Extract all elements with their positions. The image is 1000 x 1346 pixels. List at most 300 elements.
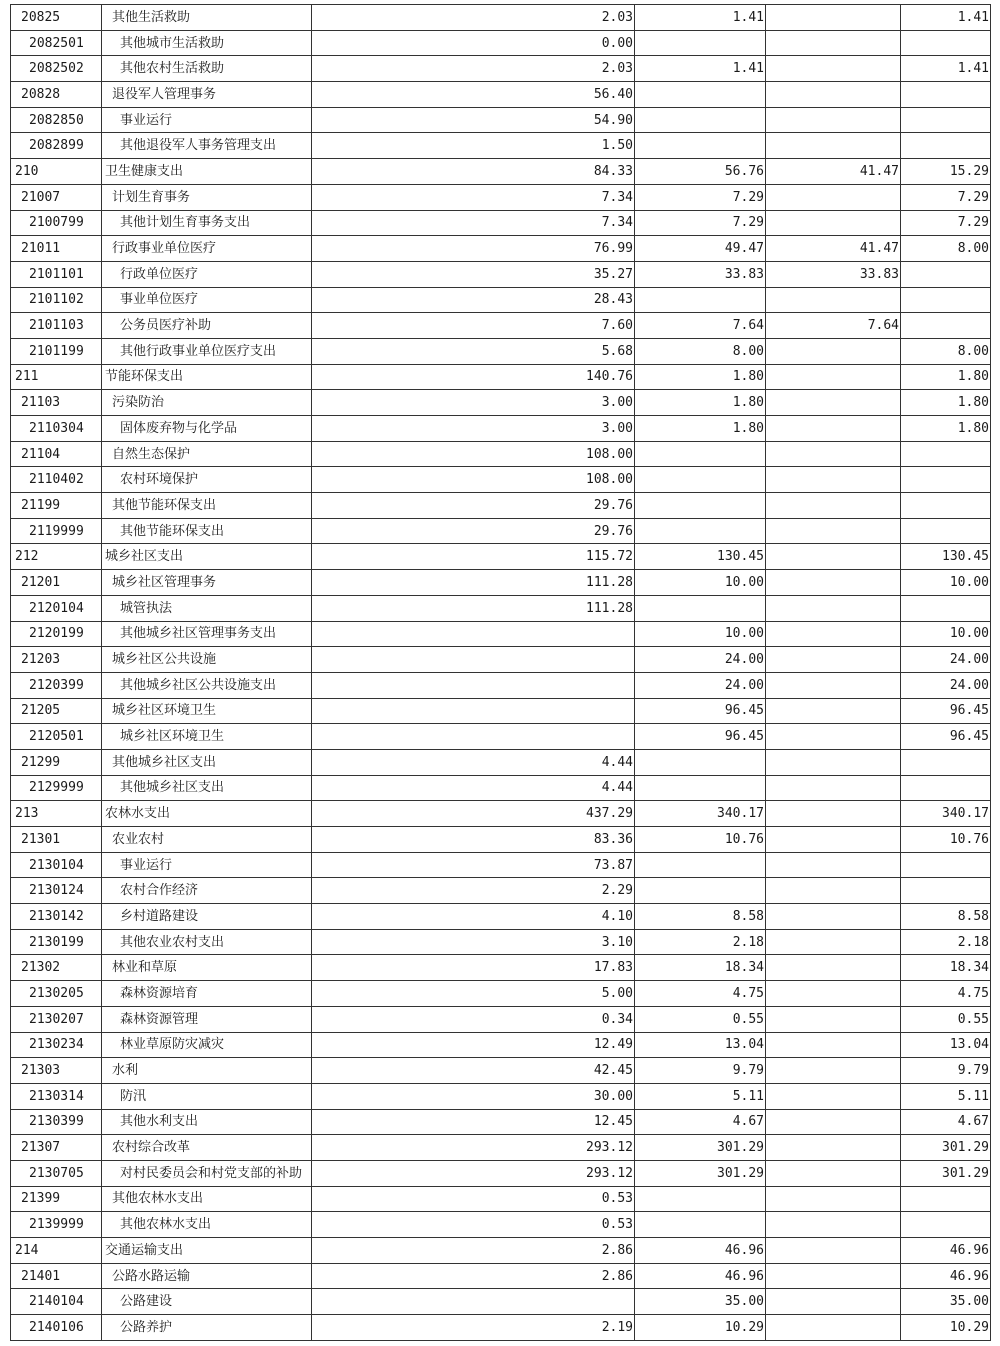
- amount-col2-cell: 0.55: [635, 1006, 766, 1032]
- amount-col3-cell: [766, 56, 901, 82]
- subject-name-cell: 自然生态保护: [102, 441, 312, 467]
- amount-col3-cell: [766, 30, 901, 56]
- amount-col3-cell: [766, 133, 901, 159]
- table-row: [11, 929, 991, 955]
- subject-name-cell: 其他节能环保支出: [102, 518, 312, 544]
- amount-col3-cell: [766, 595, 901, 621]
- amount-col4-cell: 96.45: [901, 724, 991, 750]
- amount-col2-cell: [635, 133, 766, 159]
- subject-name-cell: 其他生活救助: [102, 5, 312, 31]
- amount-col3-cell: [766, 107, 901, 133]
- amount-col2-cell: 1.41: [635, 5, 766, 31]
- amount-col4-cell: [901, 30, 991, 56]
- amount-col1-cell: 2.03: [312, 56, 635, 82]
- subject-name-cell: 农村合作经济: [102, 878, 312, 904]
- amount-col1-cell: 12.45: [312, 1109, 635, 1135]
- subject-name-cell: 其他计划生育事务支出: [102, 210, 312, 236]
- amount-col2-cell: 10.00: [635, 570, 766, 596]
- amount-col1-cell: 3.10: [312, 929, 635, 955]
- amount-col3-cell: [766, 801, 901, 827]
- table-row: [11, 724, 991, 750]
- amount-col1-cell: 0.34: [312, 1006, 635, 1032]
- subject-code-cell: 2120104: [11, 595, 102, 621]
- amount-col3-cell: [766, 981, 901, 1007]
- subject-name-cell: 污染防治: [102, 390, 312, 416]
- amount-col4-cell: 8.00: [901, 236, 991, 262]
- subject-code-cell: 214: [11, 1238, 102, 1264]
- amount-col1-cell: 5.68: [312, 338, 635, 364]
- amount-col2-cell: 56.76: [635, 159, 766, 185]
- amount-col1-cell: 3.00: [312, 416, 635, 442]
- amount-col1-cell: 42.45: [312, 1058, 635, 1084]
- amount-col1-cell: 83.36: [312, 827, 635, 853]
- amount-col3-cell: [766, 441, 901, 467]
- amount-col2-cell: 24.00: [635, 672, 766, 698]
- amount-col4-cell: 10.29: [901, 1315, 991, 1341]
- subject-code-cell: 212: [11, 544, 102, 570]
- subject-name-cell: 事业运行: [102, 107, 312, 133]
- amount-col1-cell: 73.87: [312, 852, 635, 878]
- amount-col2-cell: 7.64: [635, 313, 766, 339]
- amount-col1-cell: [312, 1289, 635, 1315]
- amount-col3-cell: [766, 698, 901, 724]
- subject-name-cell: 公路养护: [102, 1315, 312, 1341]
- table-row: [11, 236, 991, 262]
- amount-col4-cell: [901, 1212, 991, 1238]
- amount-col3-cell: [766, 749, 901, 775]
- amount-col4-cell: 5.11: [901, 1083, 991, 1109]
- amount-col3-cell: [766, 1263, 901, 1289]
- amount-col3-cell: [766, 1186, 901, 1212]
- amount-col1-cell: [312, 621, 635, 647]
- subject-name-cell: 行政事业单位医疗: [102, 236, 312, 262]
- amount-col4-cell: [901, 775, 991, 801]
- amount-col3-cell: [766, 852, 901, 878]
- amount-col4-cell: [901, 467, 991, 493]
- amount-col3-cell: 33.83: [766, 261, 901, 287]
- subject-name-cell: 其他城乡社区支出: [102, 749, 312, 775]
- amount-col4-cell: 8.00: [901, 338, 991, 364]
- amount-col2-cell: 7.29: [635, 210, 766, 236]
- table-row: [11, 184, 991, 210]
- amount-col2-cell: 49.47: [635, 236, 766, 262]
- amount-col2-cell: 7.29: [635, 184, 766, 210]
- subject-name-cell: 卫生健康支出: [102, 159, 312, 185]
- amount-col3-cell: [766, 1212, 901, 1238]
- subject-code-cell: 213: [11, 801, 102, 827]
- amount-col4-cell: 96.45: [901, 698, 991, 724]
- table-row: [11, 1315, 991, 1341]
- subject-name-cell: 其他农林水支出: [102, 1212, 312, 1238]
- amount-col1-cell: 293.12: [312, 1160, 635, 1186]
- amount-col3-cell: [766, 364, 901, 390]
- amount-col4-cell: 130.45: [901, 544, 991, 570]
- subject-name-cell: 其他水利支出: [102, 1109, 312, 1135]
- subject-code-cell: 2129999: [11, 775, 102, 801]
- amount-col2-cell: 24.00: [635, 647, 766, 673]
- amount-col2-cell: [635, 595, 766, 621]
- subject-name-cell: 防汛: [102, 1083, 312, 1109]
- subject-code-cell: 2100799: [11, 210, 102, 236]
- amount-col1-cell: 1.50: [312, 133, 635, 159]
- amount-col1-cell: 0.00: [312, 30, 635, 56]
- subject-code-cell: 21307: [11, 1135, 102, 1161]
- amount-col2-cell: [635, 493, 766, 519]
- table-row: [11, 518, 991, 544]
- amount-col2-cell: [635, 1212, 766, 1238]
- amount-col2-cell: 4.75: [635, 981, 766, 1007]
- table-row: [11, 801, 991, 827]
- amount-col4-cell: [901, 261, 991, 287]
- table-row: [11, 287, 991, 313]
- amount-col2-cell: 46.96: [635, 1263, 766, 1289]
- amount-col1-cell: 7.34: [312, 210, 635, 236]
- subject-name-cell: 城乡社区公共设施: [102, 647, 312, 673]
- subject-name-cell: 森林资源培育: [102, 981, 312, 1007]
- amount-col1-cell: 28.43: [312, 287, 635, 313]
- table-row: [11, 364, 991, 390]
- amount-col1-cell: 84.33: [312, 159, 635, 185]
- amount-col4-cell: [901, 82, 991, 108]
- amount-col4-cell: [901, 493, 991, 519]
- subject-code-cell: 21302: [11, 955, 102, 981]
- amount-col1-cell: 437.29: [312, 801, 635, 827]
- subject-name-cell: 城管执法: [102, 595, 312, 621]
- amount-col4-cell: 10.00: [901, 570, 991, 596]
- amount-col1-cell: 54.90: [312, 107, 635, 133]
- amount-col1-cell: 2.29: [312, 878, 635, 904]
- table-row: [11, 159, 991, 185]
- subject-name-cell: 计划生育事务: [102, 184, 312, 210]
- amount-col2-cell: [635, 1186, 766, 1212]
- subject-name-cell: 对村民委员会和村党支部的补助: [102, 1160, 312, 1186]
- subject-code-cell: 2130314: [11, 1083, 102, 1109]
- amount-col2-cell: [635, 30, 766, 56]
- amount-col4-cell: [901, 133, 991, 159]
- subject-code-cell: 21205: [11, 698, 102, 724]
- amount-col1-cell: [312, 698, 635, 724]
- amount-col2-cell: 8.58: [635, 904, 766, 930]
- amount-col4-cell: 10.00: [901, 621, 991, 647]
- amount-col2-cell: 9.79: [635, 1058, 766, 1084]
- table-row: [11, 133, 991, 159]
- subject-code-cell: 2140104: [11, 1289, 102, 1315]
- amount-col2-cell: [635, 852, 766, 878]
- amount-col4-cell: [901, 518, 991, 544]
- amount-col1-cell: 17.83: [312, 955, 635, 981]
- amount-col3-cell: [766, 775, 901, 801]
- amount-col2-cell: [635, 775, 766, 801]
- amount-col1-cell: 12.49: [312, 1032, 635, 1058]
- amount-col2-cell: 8.00: [635, 338, 766, 364]
- table-row: [11, 775, 991, 801]
- amount-col3-cell: [766, 518, 901, 544]
- amount-col2-cell: 10.29: [635, 1315, 766, 1341]
- amount-col1-cell: 108.00: [312, 467, 635, 493]
- subject-code-cell: 2082501: [11, 30, 102, 56]
- table-row: [11, 1160, 991, 1186]
- subject-name-cell: 行政单位医疗: [102, 261, 312, 287]
- subject-name-cell: 事业单位医疗: [102, 287, 312, 313]
- amount-col2-cell: [635, 441, 766, 467]
- subject-code-cell: 2130207: [11, 1006, 102, 1032]
- amount-col3-cell: [766, 904, 901, 930]
- amount-col4-cell: 1.41: [901, 5, 991, 31]
- table-row: [11, 852, 991, 878]
- subject-code-cell: 210: [11, 159, 102, 185]
- amount-col1-cell: 4.44: [312, 775, 635, 801]
- amount-col1-cell: 56.40: [312, 82, 635, 108]
- amount-col4-cell: 301.29: [901, 1160, 991, 1186]
- subject-name-cell: 固体废弃物与化学品: [102, 416, 312, 442]
- subject-code-cell: 2130124: [11, 878, 102, 904]
- subject-code-cell: 21103: [11, 390, 102, 416]
- amount-col2-cell: [635, 467, 766, 493]
- subject-name-cell: 林业草原防灾减灾: [102, 1032, 312, 1058]
- amount-col4-cell: 46.96: [901, 1263, 991, 1289]
- table-row: [11, 621, 991, 647]
- amount-col4-cell: 1.41: [901, 56, 991, 82]
- amount-col4-cell: [901, 287, 991, 313]
- amount-col1-cell: 76.99: [312, 236, 635, 262]
- amount-col1-cell: 5.00: [312, 981, 635, 1007]
- amount-col4-cell: [901, 878, 991, 904]
- amount-col2-cell: 46.96: [635, 1238, 766, 1264]
- amount-col3-cell: 41.47: [766, 159, 901, 185]
- amount-col4-cell: 7.29: [901, 184, 991, 210]
- table-row: [11, 467, 991, 493]
- subject-name-cell: 农村环境保护: [102, 467, 312, 493]
- table-row: [11, 698, 991, 724]
- subject-code-cell: 2120199: [11, 621, 102, 647]
- amount-col3-cell: [766, 416, 901, 442]
- amount-col4-cell: [901, 313, 991, 339]
- table-row: [11, 1006, 991, 1032]
- amount-col3-cell: [766, 955, 901, 981]
- amount-col1-cell: 2.86: [312, 1238, 635, 1264]
- amount-col4-cell: 1.80: [901, 416, 991, 442]
- amount-col4-cell: [901, 595, 991, 621]
- table-row: [11, 878, 991, 904]
- table-row: [11, 904, 991, 930]
- subject-name-cell: 其他城乡社区管理事务支出: [102, 621, 312, 647]
- subject-name-cell: 农林水支出: [102, 801, 312, 827]
- amount-col1-cell: 115.72: [312, 544, 635, 570]
- subject-name-cell: 事业运行: [102, 852, 312, 878]
- table-row: [11, 1058, 991, 1084]
- amount-col3-cell: [766, 5, 901, 31]
- table-row: [11, 570, 991, 596]
- subject-code-cell: 211: [11, 364, 102, 390]
- amount-col3-cell: [766, 338, 901, 364]
- amount-col3-cell: [766, 1135, 901, 1161]
- subject-name-cell: 农村综合改革: [102, 1135, 312, 1161]
- subject-name-cell: 农业农村: [102, 827, 312, 853]
- amount-col4-cell: 7.29: [901, 210, 991, 236]
- amount-col4-cell: 15.29: [901, 159, 991, 185]
- amount-col1-cell: 0.53: [312, 1186, 635, 1212]
- subject-code-cell: 2101103: [11, 313, 102, 339]
- table-row: [11, 955, 991, 981]
- subject-name-cell: 其他城乡社区公共设施支出: [102, 672, 312, 698]
- amount-col2-cell: 1.80: [635, 390, 766, 416]
- amount-col4-cell: 13.04: [901, 1032, 991, 1058]
- amount-col1-cell: 111.28: [312, 595, 635, 621]
- subject-code-cell: 21299: [11, 749, 102, 775]
- amount-col2-cell: 10.00: [635, 621, 766, 647]
- amount-col2-cell: [635, 82, 766, 108]
- amount-col4-cell: 9.79: [901, 1058, 991, 1084]
- amount-col3-cell: [766, 570, 901, 596]
- amount-col4-cell: 2.18: [901, 929, 991, 955]
- budget-table-body: [11, 5, 991, 1341]
- subject-code-cell: 2101101: [11, 261, 102, 287]
- amount-col2-cell: [635, 107, 766, 133]
- amount-col3-cell: [766, 621, 901, 647]
- amount-col2-cell: 10.76: [635, 827, 766, 853]
- subject-name-cell: 其他退役军人事务管理支出: [102, 133, 312, 159]
- amount-col3-cell: [766, 1058, 901, 1084]
- table-row: [11, 1083, 991, 1109]
- amount-col2-cell: 13.04: [635, 1032, 766, 1058]
- amount-col4-cell: 24.00: [901, 672, 991, 698]
- amount-col3-cell: [766, 467, 901, 493]
- subject-name-cell: 其他农村生活救助: [102, 56, 312, 82]
- table-row: [11, 1186, 991, 1212]
- subject-name-cell: 节能环保支出: [102, 364, 312, 390]
- amount-col4-cell: 0.55: [901, 1006, 991, 1032]
- amount-col1-cell: 4.44: [312, 749, 635, 775]
- table-row: [11, 30, 991, 56]
- subject-code-cell: 2120399: [11, 672, 102, 698]
- table-row: [11, 1289, 991, 1315]
- amount-col3-cell: [766, 82, 901, 108]
- table-row: [11, 1238, 991, 1264]
- amount-col3-cell: [766, 878, 901, 904]
- subject-name-cell: 其他行政事业单位医疗支出: [102, 338, 312, 364]
- table-row: [11, 338, 991, 364]
- amount-col4-cell: 18.34: [901, 955, 991, 981]
- table-row: [11, 647, 991, 673]
- amount-col1-cell: 30.00: [312, 1083, 635, 1109]
- amount-col2-cell: 1.41: [635, 56, 766, 82]
- table-row: [11, 5, 991, 31]
- amount-col2-cell: 35.00: [635, 1289, 766, 1315]
- amount-col1-cell: [312, 724, 635, 750]
- subject-code-cell: 2130104: [11, 852, 102, 878]
- amount-col2-cell: 4.67: [635, 1109, 766, 1135]
- subject-code-cell: 20828: [11, 82, 102, 108]
- amount-col4-cell: [901, 441, 991, 467]
- subject-name-cell: 城乡社区环境卫生: [102, 724, 312, 750]
- table-row: [11, 210, 991, 236]
- table-row: [11, 1263, 991, 1289]
- budget-table: [10, 4, 991, 1341]
- amount-col1-cell: 0.53: [312, 1212, 635, 1238]
- amount-col3-cell: [766, 1315, 901, 1341]
- subject-code-cell: 2082502: [11, 56, 102, 82]
- table-row: [11, 827, 991, 853]
- subject-code-cell: 2130399: [11, 1109, 102, 1135]
- subject-name-cell: 乡村道路建设: [102, 904, 312, 930]
- table-row: [11, 981, 991, 1007]
- amount-col1-cell: 3.00: [312, 390, 635, 416]
- table-row: [11, 390, 991, 416]
- amount-col4-cell: 10.76: [901, 827, 991, 853]
- table-row: [11, 493, 991, 519]
- subject-name-cell: 其他城市生活救助: [102, 30, 312, 56]
- amount-col3-cell: [766, 1238, 901, 1264]
- amount-col4-cell: [901, 749, 991, 775]
- subject-name-cell: 城乡社区管理事务: [102, 570, 312, 596]
- amount-col4-cell: 301.29: [901, 1135, 991, 1161]
- subject-code-cell: 21203: [11, 647, 102, 673]
- subject-code-cell: 2120501: [11, 724, 102, 750]
- subject-code-cell: 2130199: [11, 929, 102, 955]
- subject-code-cell: 21301: [11, 827, 102, 853]
- subject-code-cell: 2082850: [11, 107, 102, 133]
- amount-col1-cell: [312, 647, 635, 673]
- table-row: [11, 1135, 991, 1161]
- amount-col3-cell: [766, 544, 901, 570]
- amount-col3-cell: 7.64: [766, 313, 901, 339]
- table-row: [11, 56, 991, 82]
- amount-col3-cell: [766, 929, 901, 955]
- table-row: [11, 1212, 991, 1238]
- subject-code-cell: 2130142: [11, 904, 102, 930]
- table-row: [11, 416, 991, 442]
- subject-code-cell: 21104: [11, 441, 102, 467]
- amount-col2-cell: 1.80: [635, 416, 766, 442]
- amount-col3-cell: [766, 1032, 901, 1058]
- table-row: [11, 672, 991, 698]
- table-row: [11, 595, 991, 621]
- amount-col2-cell: [635, 287, 766, 313]
- amount-col3-cell: [766, 724, 901, 750]
- amount-col4-cell: 4.75: [901, 981, 991, 1007]
- subject-code-cell: 2101199: [11, 338, 102, 364]
- table-row: [11, 1032, 991, 1058]
- amount-col4-cell: [901, 852, 991, 878]
- subject-code-cell: 21007: [11, 184, 102, 210]
- amount-col2-cell: [635, 749, 766, 775]
- subject-code-cell: 21303: [11, 1058, 102, 1084]
- amount-col2-cell: 96.45: [635, 724, 766, 750]
- subject-code-cell: 2130705: [11, 1160, 102, 1186]
- amount-col1-cell: 7.60: [312, 313, 635, 339]
- amount-col1-cell: 4.10: [312, 904, 635, 930]
- amount-col4-cell: 1.80: [901, 364, 991, 390]
- table-row: [11, 107, 991, 133]
- amount-col1-cell: 29.76: [312, 493, 635, 519]
- subject-name-cell: 交通运输支出: [102, 1238, 312, 1264]
- amount-col3-cell: [766, 1083, 901, 1109]
- amount-col2-cell: 301.29: [635, 1160, 766, 1186]
- subject-code-cell: 2130234: [11, 1032, 102, 1058]
- subject-code-cell: 2082899: [11, 133, 102, 159]
- amount-col3-cell: [766, 1006, 901, 1032]
- amount-col2-cell: 1.80: [635, 364, 766, 390]
- subject-name-cell: 退役军人管理事务: [102, 82, 312, 108]
- amount-col3-cell: [766, 184, 901, 210]
- amount-col1-cell: 7.34: [312, 184, 635, 210]
- subject-code-cell: 2140106: [11, 1315, 102, 1341]
- amount-col3-cell: 41.47: [766, 236, 901, 262]
- table-row: [11, 544, 991, 570]
- subject-name-cell: 公路水路运输: [102, 1263, 312, 1289]
- subject-code-cell: 21011: [11, 236, 102, 262]
- amount-col4-cell: 46.96: [901, 1238, 991, 1264]
